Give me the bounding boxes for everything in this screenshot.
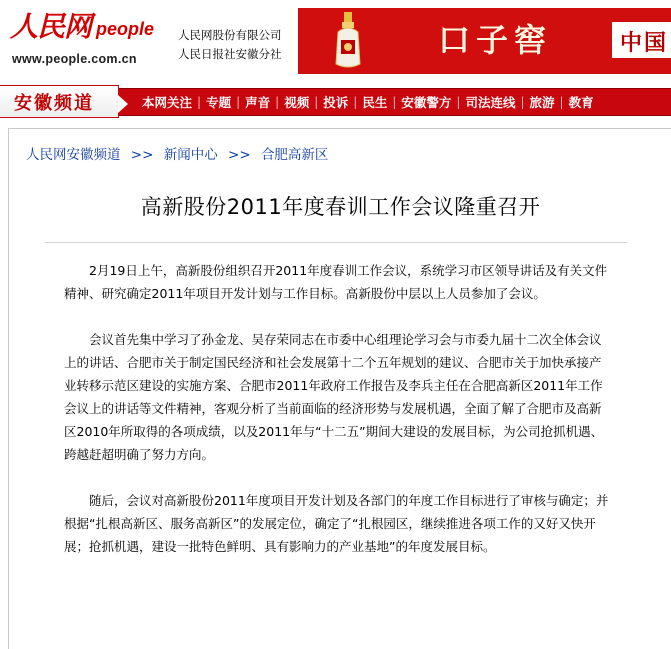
nav-item-video[interactable]: 视频 [284,95,310,110]
ad-right-panel [612,22,671,58]
nav-separator: | [456,95,461,109]
nav-separator: | [353,95,358,109]
nav-item-travel[interactable]: 旅游 [529,95,555,110]
ad-right-text: 中国 [620,30,669,56]
logo-people-text: people [96,19,155,39]
channel-label[interactable] [0,85,119,118]
breadcrumb-news-link[interactable]: 新闻中心 [163,147,218,163]
site-header [0,0,671,82]
nav-item-topics[interactable]: 专题 [206,95,232,110]
branch-name: 人民日报社安徽分社 [178,47,282,61]
article-container [8,128,671,649]
nav-separator: | [275,95,280,109]
article-body [64,259,612,581]
article-paragraph: 随后，会议对高新股份2011年度项目开发计划及各部门的年度工作目标进行了审核与确定；并根据“扎根高新区、服务高新区”的发展定位，确定了“扎根园区，继续推进各项工作的又好又快开展；抢抓机遇，建设一批特色鲜明、具有影响力的产业基地”的年度发展目标。 [64,493,609,554]
breadcrumb-separator: >> [228,147,251,163]
article-paragraph: 会议首先集中学习了孙金龙、吴存荣同志在市委中心组理论学习会与市委九届十二次全体会议上的讲话、合肥市关于制定国民经济和社会发展第十二个五年规划的建议、合肥市关于加快承接产业转移示范区建设的实施方案、合肥市2011年政府工作报告及李兵主任在合肥高新区2011年工作会议上的讲话等文件精神，客观分析了当前面临的经济形势与发展机遇，全面了解了合肥市及高新区2010年所取得的各项成绩，以及2011年与“十二五”期间大建设的发展目标，为公司抢抓机遇、跨越赶超明确了努力方向。 [64,332,604,462]
nav-items [142,89,594,115]
nav-item-police[interactable]: 安徽警方 [401,95,452,110]
logo-url: www.people.com.cn [12,52,137,66]
title-divider [45,242,627,243]
people-logo[interactable] [10,10,170,72]
main-nav [0,88,671,116]
nav-separator: | [236,95,241,109]
breadcrumb [26,143,328,163]
article-paragraph: 2月19日上午，高新股份组织召开2011年度春训工作会议，系统学习市区领导讲话及有关文件精神、研究确定2011年项目开发计划与工作目标。高新股份中层以上人员参加了会议。 [64,263,608,301]
channel-label-text: 安徽频道 [14,93,94,114]
article-title: 高新股份2011年度春训工作会议隆重召开 [140,195,541,219]
nav-separator: | [520,95,525,109]
banner-ad[interactable] [298,8,671,74]
breadcrumb-separator: >> [130,147,154,163]
nav-separator: | [197,95,202,109]
nav-item-voice[interactable]: 声音 [245,95,271,110]
company-name: 人民网股份有限公司 [178,28,282,42]
nav-item-judicial[interactable]: 司法连线 [465,95,516,110]
nav-separator: | [392,95,397,109]
ad-brand-text: 口子窖 [438,21,553,59]
nav-item-complaints[interactable]: 投诉 [323,95,349,110]
company-info [178,26,282,64]
breadcrumb-channel-link[interactable]: 人民网安徽频道 [26,147,121,163]
bottle-icon [332,12,364,70]
logo-main-text: 人民网 [10,10,92,43]
nav-separator: | [559,95,564,109]
nav-item-education[interactable]: 教育 [568,95,594,110]
nav-item-focus[interactable]: 本网关注 [142,95,193,110]
channel-arrow [118,95,128,113]
nav-item-livelihood[interactable]: 民生 [362,95,388,110]
breadcrumb-hightech-link[interactable]: 合肥高新区 [260,147,329,163]
nav-separator: | [314,95,319,109]
